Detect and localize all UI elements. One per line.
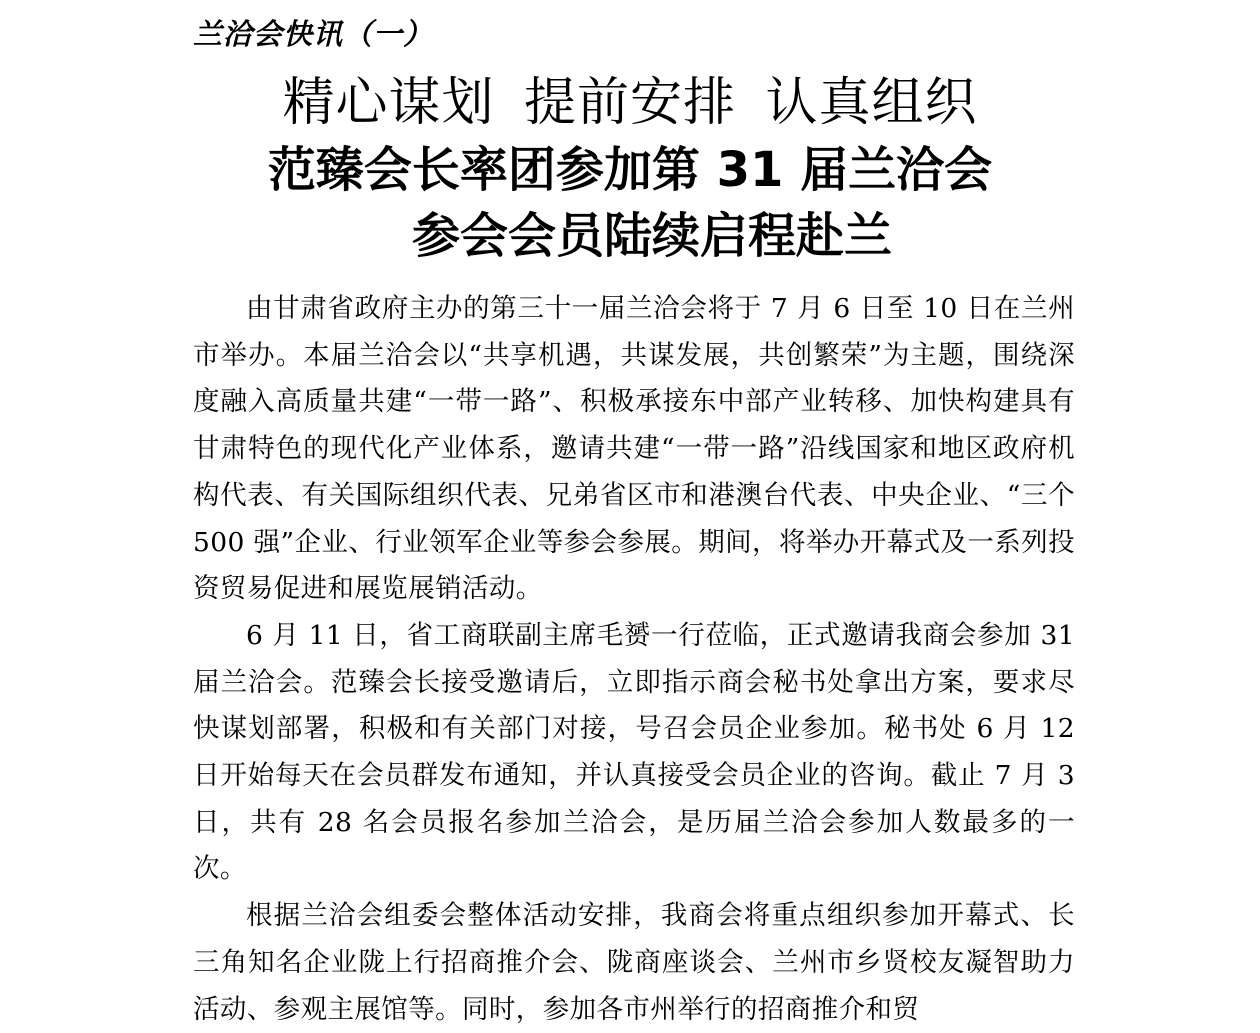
paragraph: 由甘肃省政府主办的第三十一届兰洽会将于 7 月 6 日至 10 日在兰州市举办。本届兰洽会以“共享机遇，共谋发展，共创繁荣”为主题，围绕深度融入高质量共建“一带一路”、积极承接东中部产业转移、加快构建具有甘肃特色的现代化产业体系，邀请共建“一带一路”沿线国家和地区政府机构代表、有关国际组织代表、兄弟省区市和港澳台代表、中央企业、“三个 500 强”企业、行业领军企业等参会参展。期间，将举办开幕式及一系列投资贸易促进和展览展销活动。 bbox=[193, 293, 1075, 605]
headline-line-3: 参会会员陆续启程赴兰 bbox=[411, 208, 892, 264]
paragraph: 根据兰洽会组委会整体活动安排，我商会将重点组织参加开幕式、长三角知名企业陇上行招商推介会、陇商座谈会、兰州市乡贤校友凝智助力活动、参观主展馆等。同时，参加各市州举行的招商推介和贸 bbox=[193, 900, 1075, 1025]
news-kicker: 兰洽会快讯（一） bbox=[193, 17, 434, 51]
headline-line-2: 范臻会长率团参加第 31 届兰洽会 bbox=[267, 142, 993, 198]
article-body bbox=[193, 286, 1075, 1033]
headline-line-1: 精心谋划 提前安排 认真组织 bbox=[282, 73, 978, 133]
paragraph: 6 月 11 日，省工商联副主席毛赟一行莅临，正式邀请我商会参加 31 届兰洽会。范臻会长接受邀请后，立即指示商会秘书处拿出方案，要求尽快谋划部署，积极和有关部门对接，号召会员企业参加。秘书处 6 月 12 日开始每天在会员群发布通知，并认真接受会员企业的咨询。截止 7 月 3 日，共有 28 名会员报名参加兰洽会，是历届兰洽会参加人数最多的一次。 bbox=[193, 619, 1075, 885]
